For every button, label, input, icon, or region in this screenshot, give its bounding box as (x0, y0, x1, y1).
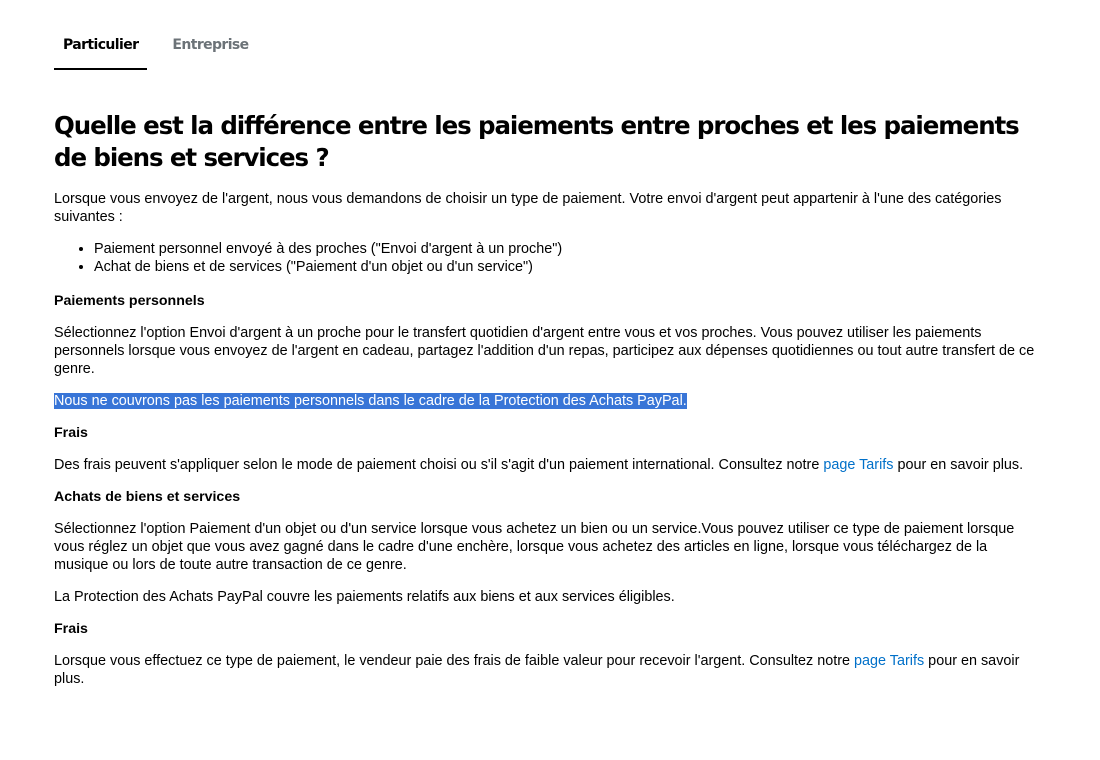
tab-particulier[interactable]: Particulier (54, 26, 147, 70)
goods-services-heading: Achats de biens et services (54, 489, 241, 505)
article-title: Quelle est la différence entre les paiements entre proches et les paiements de biens et services ? (54, 111, 1019, 172)
article-content (54, 110, 1044, 702)
list-item: • Achat de biens et de services ("Paiement d'un objet ou d'un service") (94, 258, 1044, 276)
intro-paragraph: Lorsque vous envoyez de l'argent, nous vous demandons de choisir un type de paiement. Votre envoi d'argent peut appartenir à l'une des catégories suivantes : (54, 191, 1002, 225)
tarifs-link[interactable]: page Tarifs (854, 653, 925, 669)
personal-fees-text: Des frais peuvent s'appliquer selon le mode de paiement choisi ou s'il s'agit d'un paiement international. Consultez notre (54, 457, 824, 473)
personal-fees-body (54, 456, 1044, 474)
goods-fees-body (54, 652, 1044, 688)
list-item: • Paiement personnel envoyé à des proches ("Envoi d'argent à un proche") (94, 240, 1044, 258)
goods-fees-text: Lorsque vous effectuez ce type de paiement, le vendeur paie des frais de faible valeur pour recevoir l'argent. Consultez notre (54, 653, 855, 669)
selected-text: Nous ne couvrons pas les paiements personnels dans le cadre de la Protection des Achats PayPal. (54, 393, 687, 409)
goods-protection-note: La Protection des Achats PayPal couvre les paiements relatifs aux biens et aux services éligibles. (54, 589, 675, 605)
tab-entreprise[interactable]: Entreprise (172, 37, 249, 53)
payment-type-list (54, 240, 1044, 276)
goods-fees-heading: Frais (54, 621, 88, 637)
goods-fees-text-end: pour en savoir plus. (54, 653, 1020, 687)
personal-fees-heading: Frais (54, 425, 88, 441)
personal-fees-text-end: pour en savoir plus. (893, 457, 1024, 473)
personal-payments-heading: Paiements personnels (54, 293, 205, 309)
account-type-tabs (54, 26, 258, 70)
personal-payments-body: Sélectionnez l'option Envoi d'argent à un proche pour le transfert quotidien d'argent entre vous et vos proches. Vous pouvez utiliser les paiements personnels lorsque vous envoyez de l'argent en cadeau, partagez l'addition d'un repas, participez aux dépenses quotidiennes ou tout autre transfert de ce genre. (54, 325, 1035, 377)
personal-protection-note (54, 392, 1044, 410)
goods-services-body: Sélectionnez l'option Paiement d'un objet ou d'un service lorsque vous achetez un bien ou un service.Vous pouvez utiliser ce type de paiement lorsque vous réglez un objet que vous avez gagné dans le cadre d'une enchère, lorsque vous achetez des articles en ligne, lorsque vous téléchargez de la musique ou lors de toute autre transaction de ce genre. (54, 521, 1015, 573)
tarifs-link[interactable]: page Tarifs (823, 457, 894, 473)
